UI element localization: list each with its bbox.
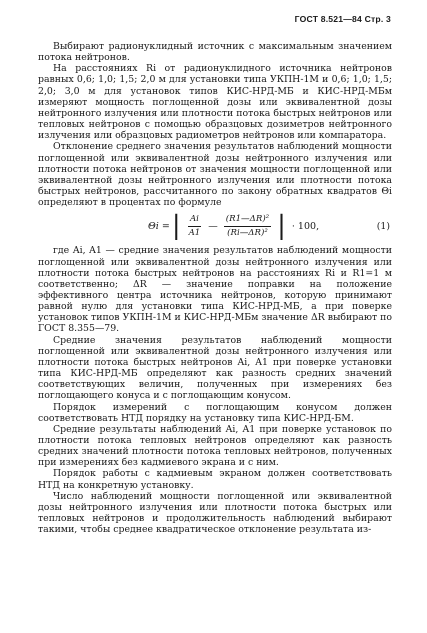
paragraph: Выбирают радионуклидный источник с максимальным значением потока нейтронов.	[38, 41, 392, 64]
fraction-denominator: A1	[188, 227, 201, 238]
fraction-numerator: (R1—ΔR)²	[224, 214, 271, 227]
paragraph: Порядок работы с кадмиевым экраном должен соответствовать НТД на конкретную установку.	[38, 468, 392, 491]
paragraph: Средние значения результатов наблюдений мощности поглощенной или эквивалентной дозы нейтронного излучения или плотности потока быстрых нейтронов Ai, A1 при поверке установки типа КИС-НРД-МБ определяют как разность средних значений соответствующих величин, полученных при измерениях без поглощающего конуса и с поглощающим конусом.	[38, 334, 392, 402]
fraction-denominator: (Ri—ΔR)²	[227, 227, 268, 238]
document-body	[38, 41, 392, 535]
paragraph: Число наблюдений мощности поглощенной или эквивалентной дозы нейтронного излучения или плотности потока быстрых или тепловых нейтронов и продолжительность наблюдений выбирают такими, чтобы среднее квадратическое отклонение результата из-	[38, 490, 392, 536]
fraction-distance	[224, 214, 271, 239]
paragraph: На расстояниях Ri от радионуклидного источника нейтронов равных 0,6; 1,0; 1,5; 2,0 м для установки типа УКПН-1М и 0,6; 1,0; 1,5; 2,0; 3,0 м для установок типов КИС-НРД-МБ и КИС-НРД-МБм измеряют мощность поглощенной дозы или эквивалентной дозы нейтронного излучения или плотности потока быстрых нейтронов или тепловых нейтронов с помощью образцовых дозиметров нейтронного излучения или образцовых радиометров нейтронов или компаратора.	[38, 63, 392, 142]
paragraph: Отклонение среднего значения результатов наблюдений мощности поглощенной или эквивалентной дозы нейтронного излучения или плотности потока нейтронов от значения мощности поглощенной или эквивалентной дозы нейтронного излучения или плотности потока быстрых нейтронов, рассчитанного по закону обратных квадратов Θi определяют в процентах по формуле	[38, 141, 392, 209]
abs-bar-right: |	[277, 211, 286, 242]
paragraph: Порядок измерений с поглощающим конусом должен соответствовать НТД порядку на установку типа КИС-НРД-БМ.	[38, 401, 392, 424]
paragraph: где Ai, A1 — средние значения результатов наблюдений мощности поглощенной или эквивалентной дозы нейтронного излучения или плотности потока быстрых нейтронов на расстояниях Ri и R1=1 м соответственно; ΔR — значение поправки на положение эффективного центра источника нейтронов, которую принимают равной нулю для установки типа КИС-НРД-МБ, а при поверке установок типов УКПН-1М и КИС-НРД-МБм значение ΔR выбирают по ГОСТ 8.355—79.	[38, 245, 392, 335]
formula-lhs: Θi =	[148, 220, 170, 232]
fraction-ai-a1	[187, 214, 203, 239]
fraction-numerator: Ai	[188, 214, 201, 227]
abs-bar-left: |	[171, 211, 181, 242]
minus-sign: —	[208, 220, 218, 232]
equation-number: (1)	[376, 220, 390, 232]
formula-tail: · 100,	[291, 220, 320, 232]
formula-block	[38, 209, 392, 243]
page-header: ГОСТ 8.521—84 Стр. 3	[294, 14, 391, 24]
formula	[148, 211, 320, 242]
paragraph: Средние результаты наблюдений Ai, A1 при поверке установок по плотности потока тепловых нейтронов определяют как разность средних значений плотности потока тепловых нейтронов, полученных при измерениях без кадмиевого экрана и с ним.	[38, 423, 392, 469]
